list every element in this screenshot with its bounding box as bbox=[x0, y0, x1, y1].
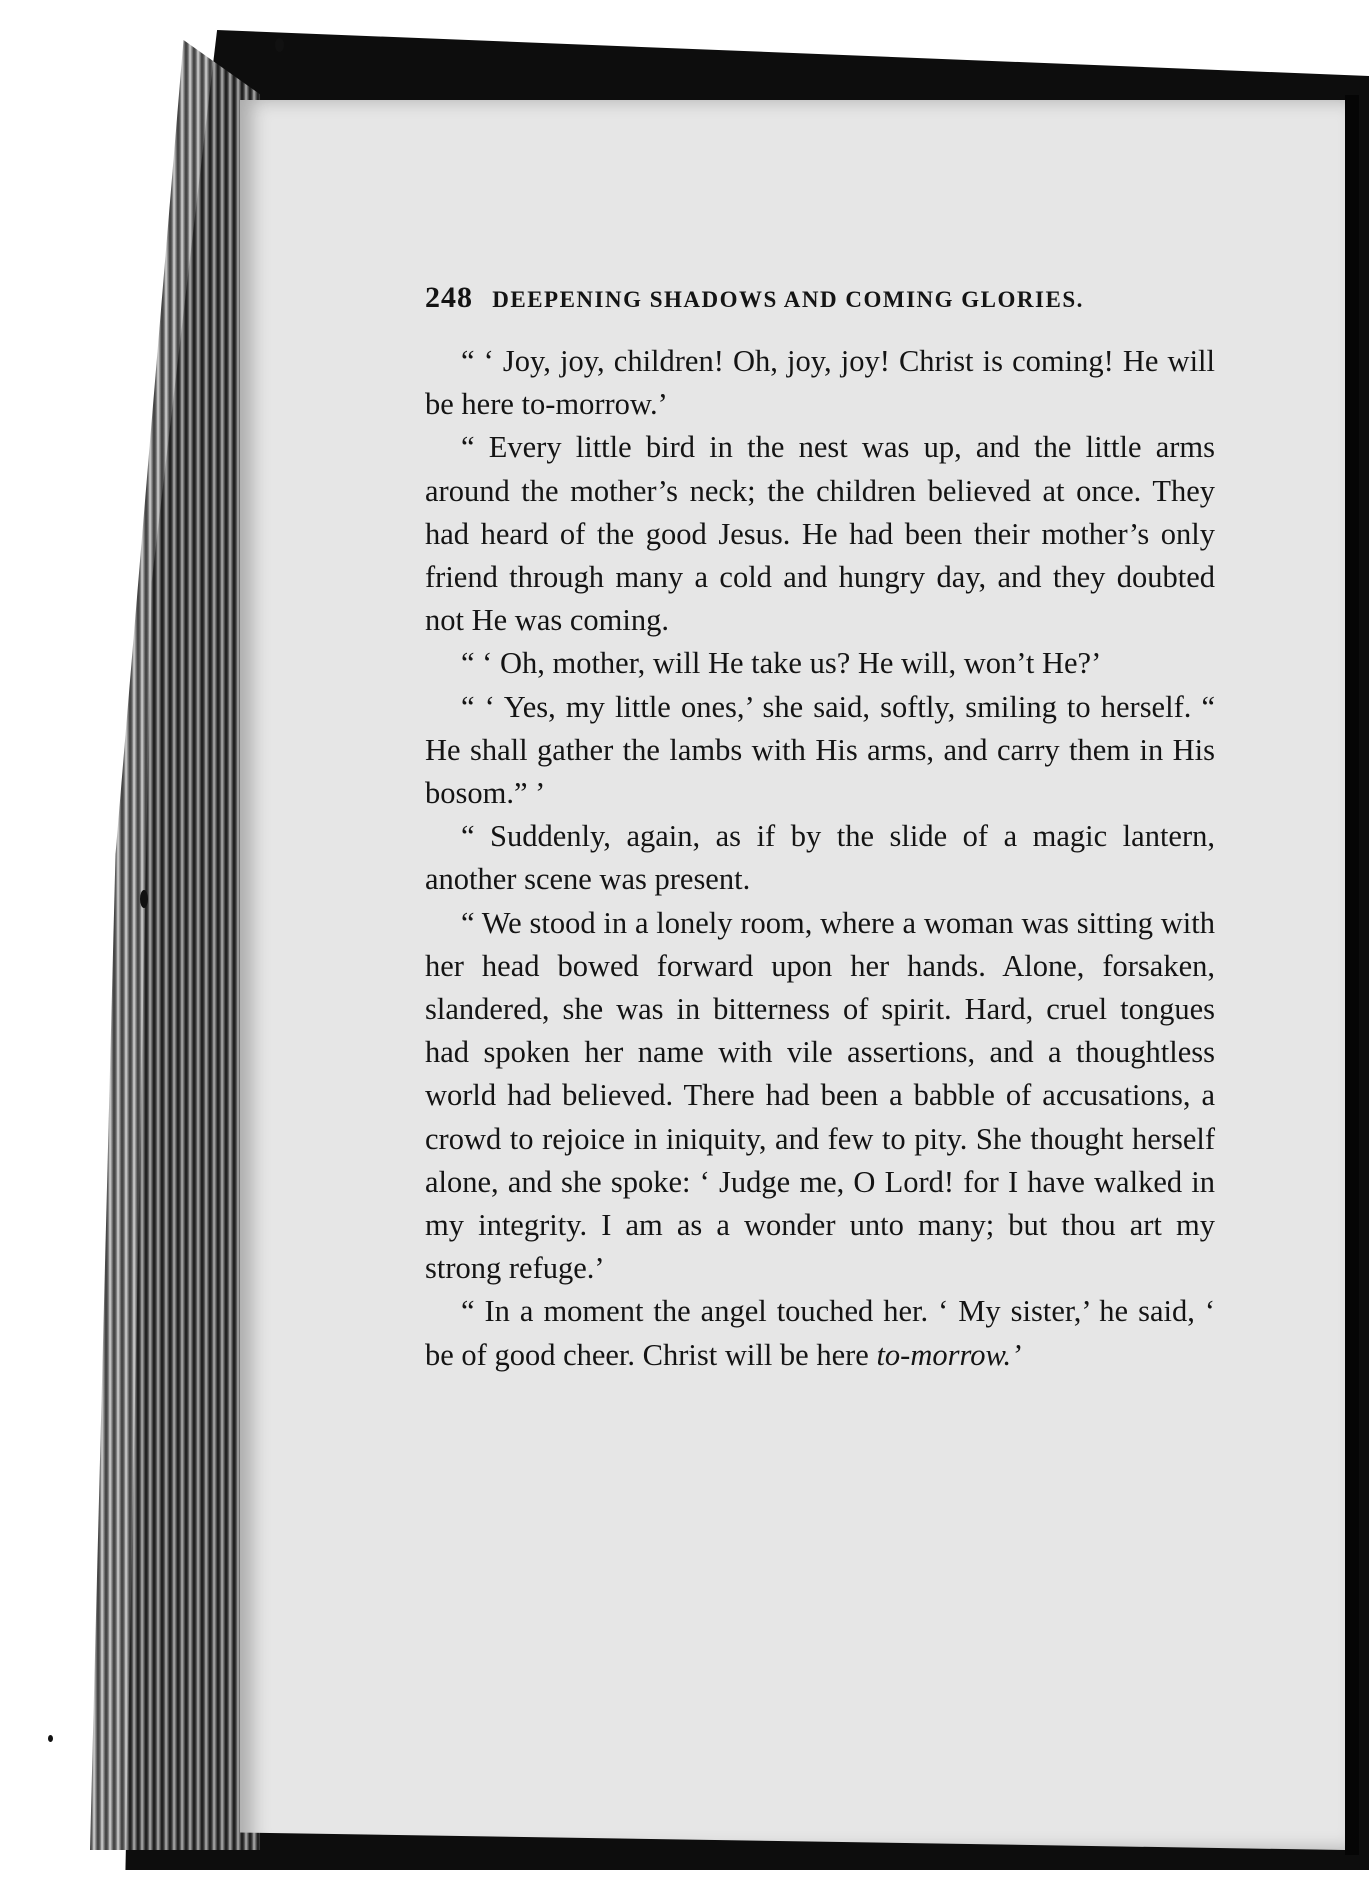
paragraph: “ Suddenly, again, as if by the slide of a magic lantern, another scene was present. bbox=[425, 819, 1215, 897]
ink-speck bbox=[48, 1735, 53, 1742]
right-page-edge bbox=[1345, 95, 1359, 1855]
paragraph: “ Every little bird in the nest was up, and the little arms around the mother’s neck; the children believed at once. They had heard of the good Jesus. He had been their mother’s only friend through many a cold and hungry day, and they doubted not He was coming. bbox=[425, 430, 1215, 638]
paragraph bbox=[425, 1290, 1215, 1376]
paragraph-text: “ In a moment the angel touched her. ‘ My sister,’ he said, ‘ be of good cheer. Christ will be here bbox=[425, 1294, 1215, 1372]
ink-speck bbox=[275, 38, 284, 52]
running-head bbox=[425, 280, 1215, 318]
paragraph: “ ‘ Yes, my little ones,’ she said, softly, smiling to herself. “ He shall gather the lambs with His arms, and carry them in His bosom.” ’ bbox=[425, 689, 1215, 811]
paragraph: “ ‘ Joy, joy, children! Oh, joy, joy! Christ is coming! He will be here to-morrow.’ bbox=[425, 344, 1215, 422]
page-edges bbox=[90, 40, 260, 1850]
page-number: 248 bbox=[425, 281, 473, 314]
paragraph: “ ‘ Oh, mother, will He take us? He will, won’t He?’ bbox=[461, 646, 1102, 681]
italic-text: to-morrow.’ bbox=[876, 1337, 1022, 1372]
running-title: DEEPENING SHADOWS AND COMING GLORIES. bbox=[492, 287, 1084, 312]
page-text bbox=[425, 280, 1215, 1377]
paragraph: “ We stood in a lonely room, where a woman was sitting with her head bowed forward upon her hands. Alone, forsaken, slandered, she was in bitterness of spirit. Hard, cruel tongues had spoken her name with vile assertions, and a thoughtless world had believed. There had been a babble of accusations, a crowd to rejoice in iniquity, and few to pity. She thought herself alone, and she spoke: ‘ Judge me, O Lord! for I have walked in my integrity. I am as a wonder unto many; but thou art my strong refuge.’ bbox=[425, 905, 1215, 1286]
ink-speck bbox=[140, 890, 148, 908]
